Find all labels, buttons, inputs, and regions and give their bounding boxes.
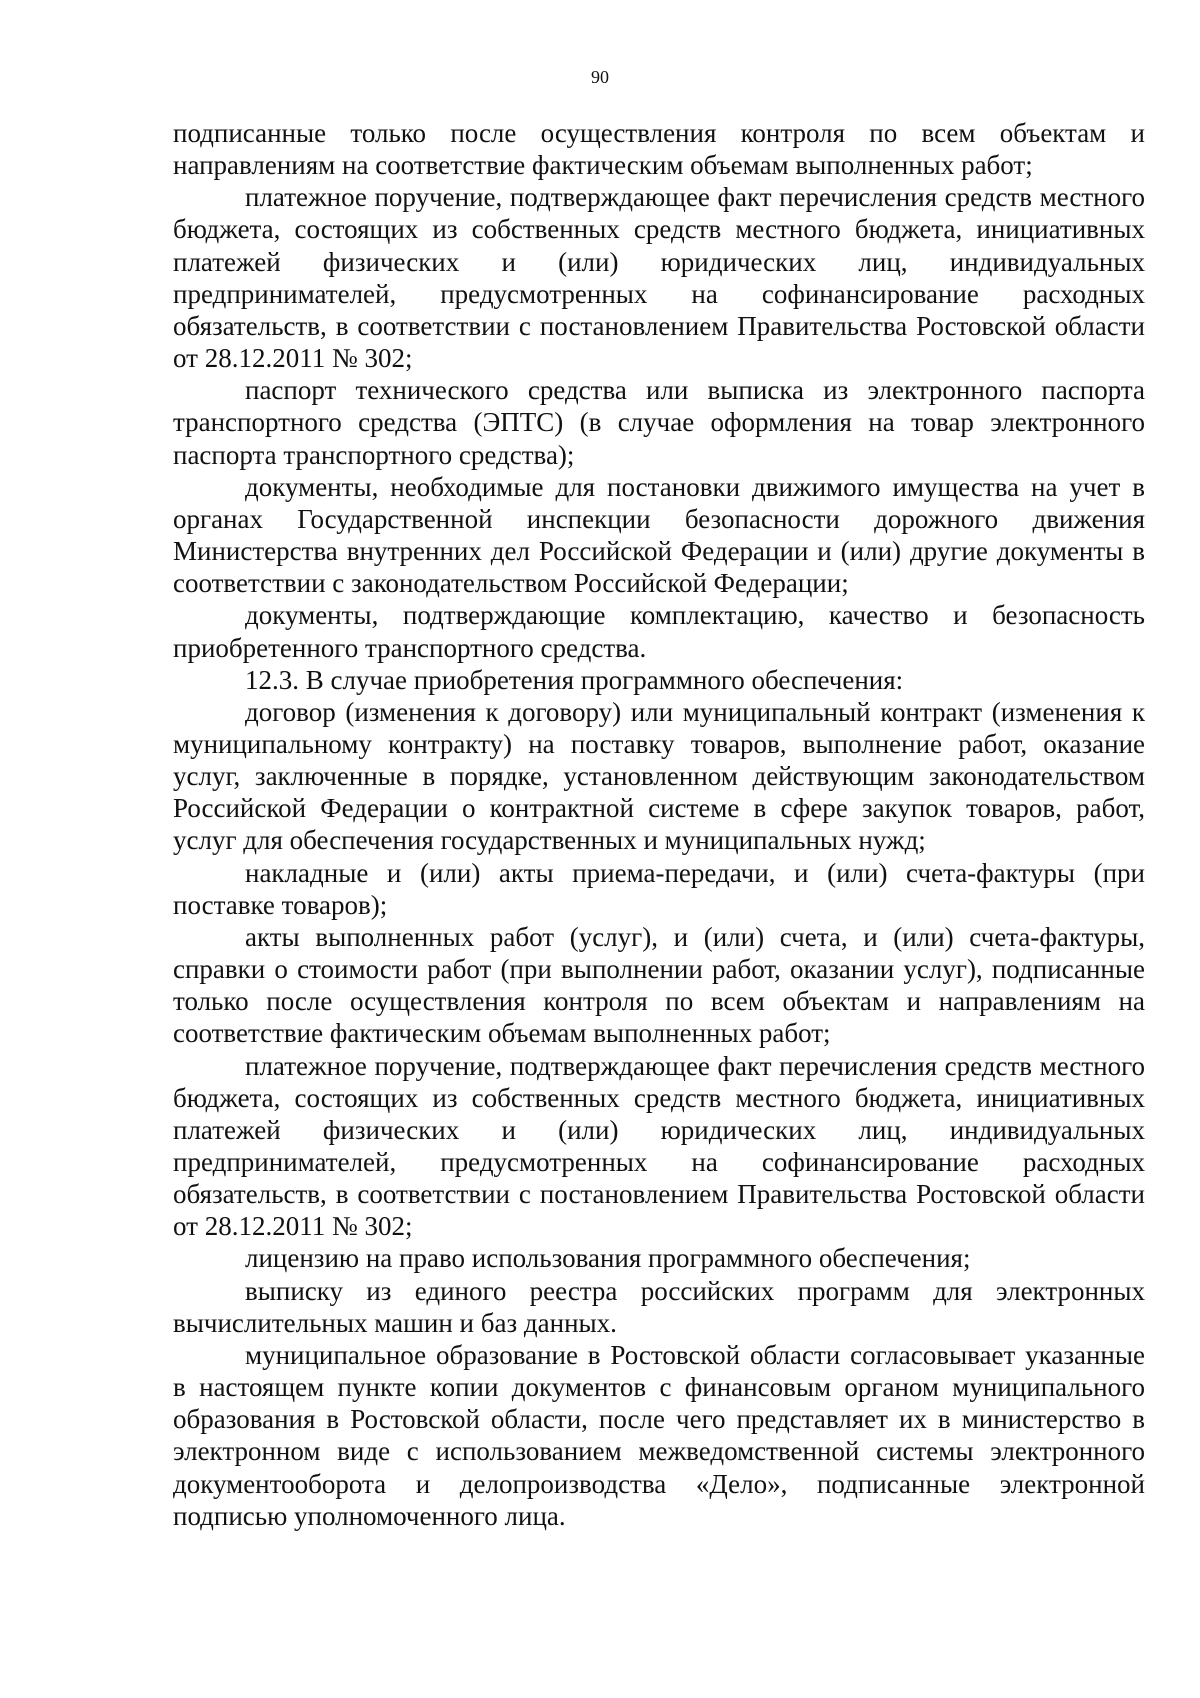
- paragraph: лицензию на право использования программного обеспечения;: [245, 1243, 971, 1274]
- paragraph: платежное поручение, подтверждающее факт перечисления средств местного бюджета, состоящих из собственных средств местного бюджета, инициативных платежей физических и (или) юридических лиц, индивидуальных предпринимателей, предусмотренных на софинансирование расходных обязательств, в соответствии с постановлением Правительства Ростовской области от 28.12.2011 № 302;: [173, 182, 1145, 374]
- paragraph: договор (изменения к договору) или муниципальный контракт (изменения к муниципальному контракту) на поставку товаров, выполнение работ, оказание услуг, заключенные в порядке, установленном действующим законодательством Российской Федерации о контрактной системе в сфере закупок товаров, работ, услуг для обеспечения государственных и муниципальных нужд;: [173, 696, 1145, 856]
- paragraph: платежное поручение, подтверждающее факт перечисления средств местного бюджета, состоящих из собственных средств местного бюджета, инициативных платежей физических и (или) юридических лиц, индивидуальных предпринимателей, предусмотренных на софинансирование расходных обязательств, в соответствии с постановлением Правительства Ростовской области от 28.12.2011 № 302;: [173, 1050, 1145, 1242]
- paragraph: выписку из единого реестра российских программ для электронных вычислительных машин и баз данных.: [173, 1275, 1145, 1338]
- page-number: 90: [591, 67, 609, 87]
- paragraph: муниципальное образование в Ростовской области согласовывает указанные в настоящем пункте копии документов с финансовым органом муниципального образования в Ростовской области, после чего представляет их в министерство в электронном виде с использованием межведомственной системы электронного документооборота и делопроизводства «Дело», подписанные электронной подписью уполномоченного лица.: [173, 1339, 1145, 1531]
- paragraph: документы, необходимые для постановки движимого имущества на учет в органах Государственной инспекции безопасности дорожного движения Министерства внутренних дел Российской Федерации и (или) другие документы в соответствии с законодательством Российской Федерации;: [173, 471, 1145, 599]
- paragraph: подписанные только после осуществления контроля по всем объектам и направлениям на соответствие фактическим объемам выполненных работ;: [173, 118, 1145, 181]
- section-heading: 12.3. В случае приобретения программного обеспечения:: [245, 664, 904, 695]
- paragraph: паспорт технического средства или выписка из электронного паспорта транспортного средства (ЭПТС) (в случае оформления на товар электронного паспорта транспортного средства);: [173, 375, 1145, 470]
- paragraph: акты выполненных работ (услуг), и (или) счета, и (или) счета-фактуры, справки о стоимости работ (при выполнении работ, оказании услуг), подписанные только после осуществления контроля по всем объектам и направлениям на соответствие фактическим объемам выполненных работ;: [173, 921, 1145, 1049]
- paragraph: документы, подтверждающие комплектацию, качество и безопасность приобретенного транспортного средства.: [173, 600, 1145, 663]
- document-body: [173, 117, 1145, 1532]
- paragraph: накладные и (или) акты приема-передачи, и (или) счета-фактуры (при поставке товаров);: [173, 857, 1145, 920]
